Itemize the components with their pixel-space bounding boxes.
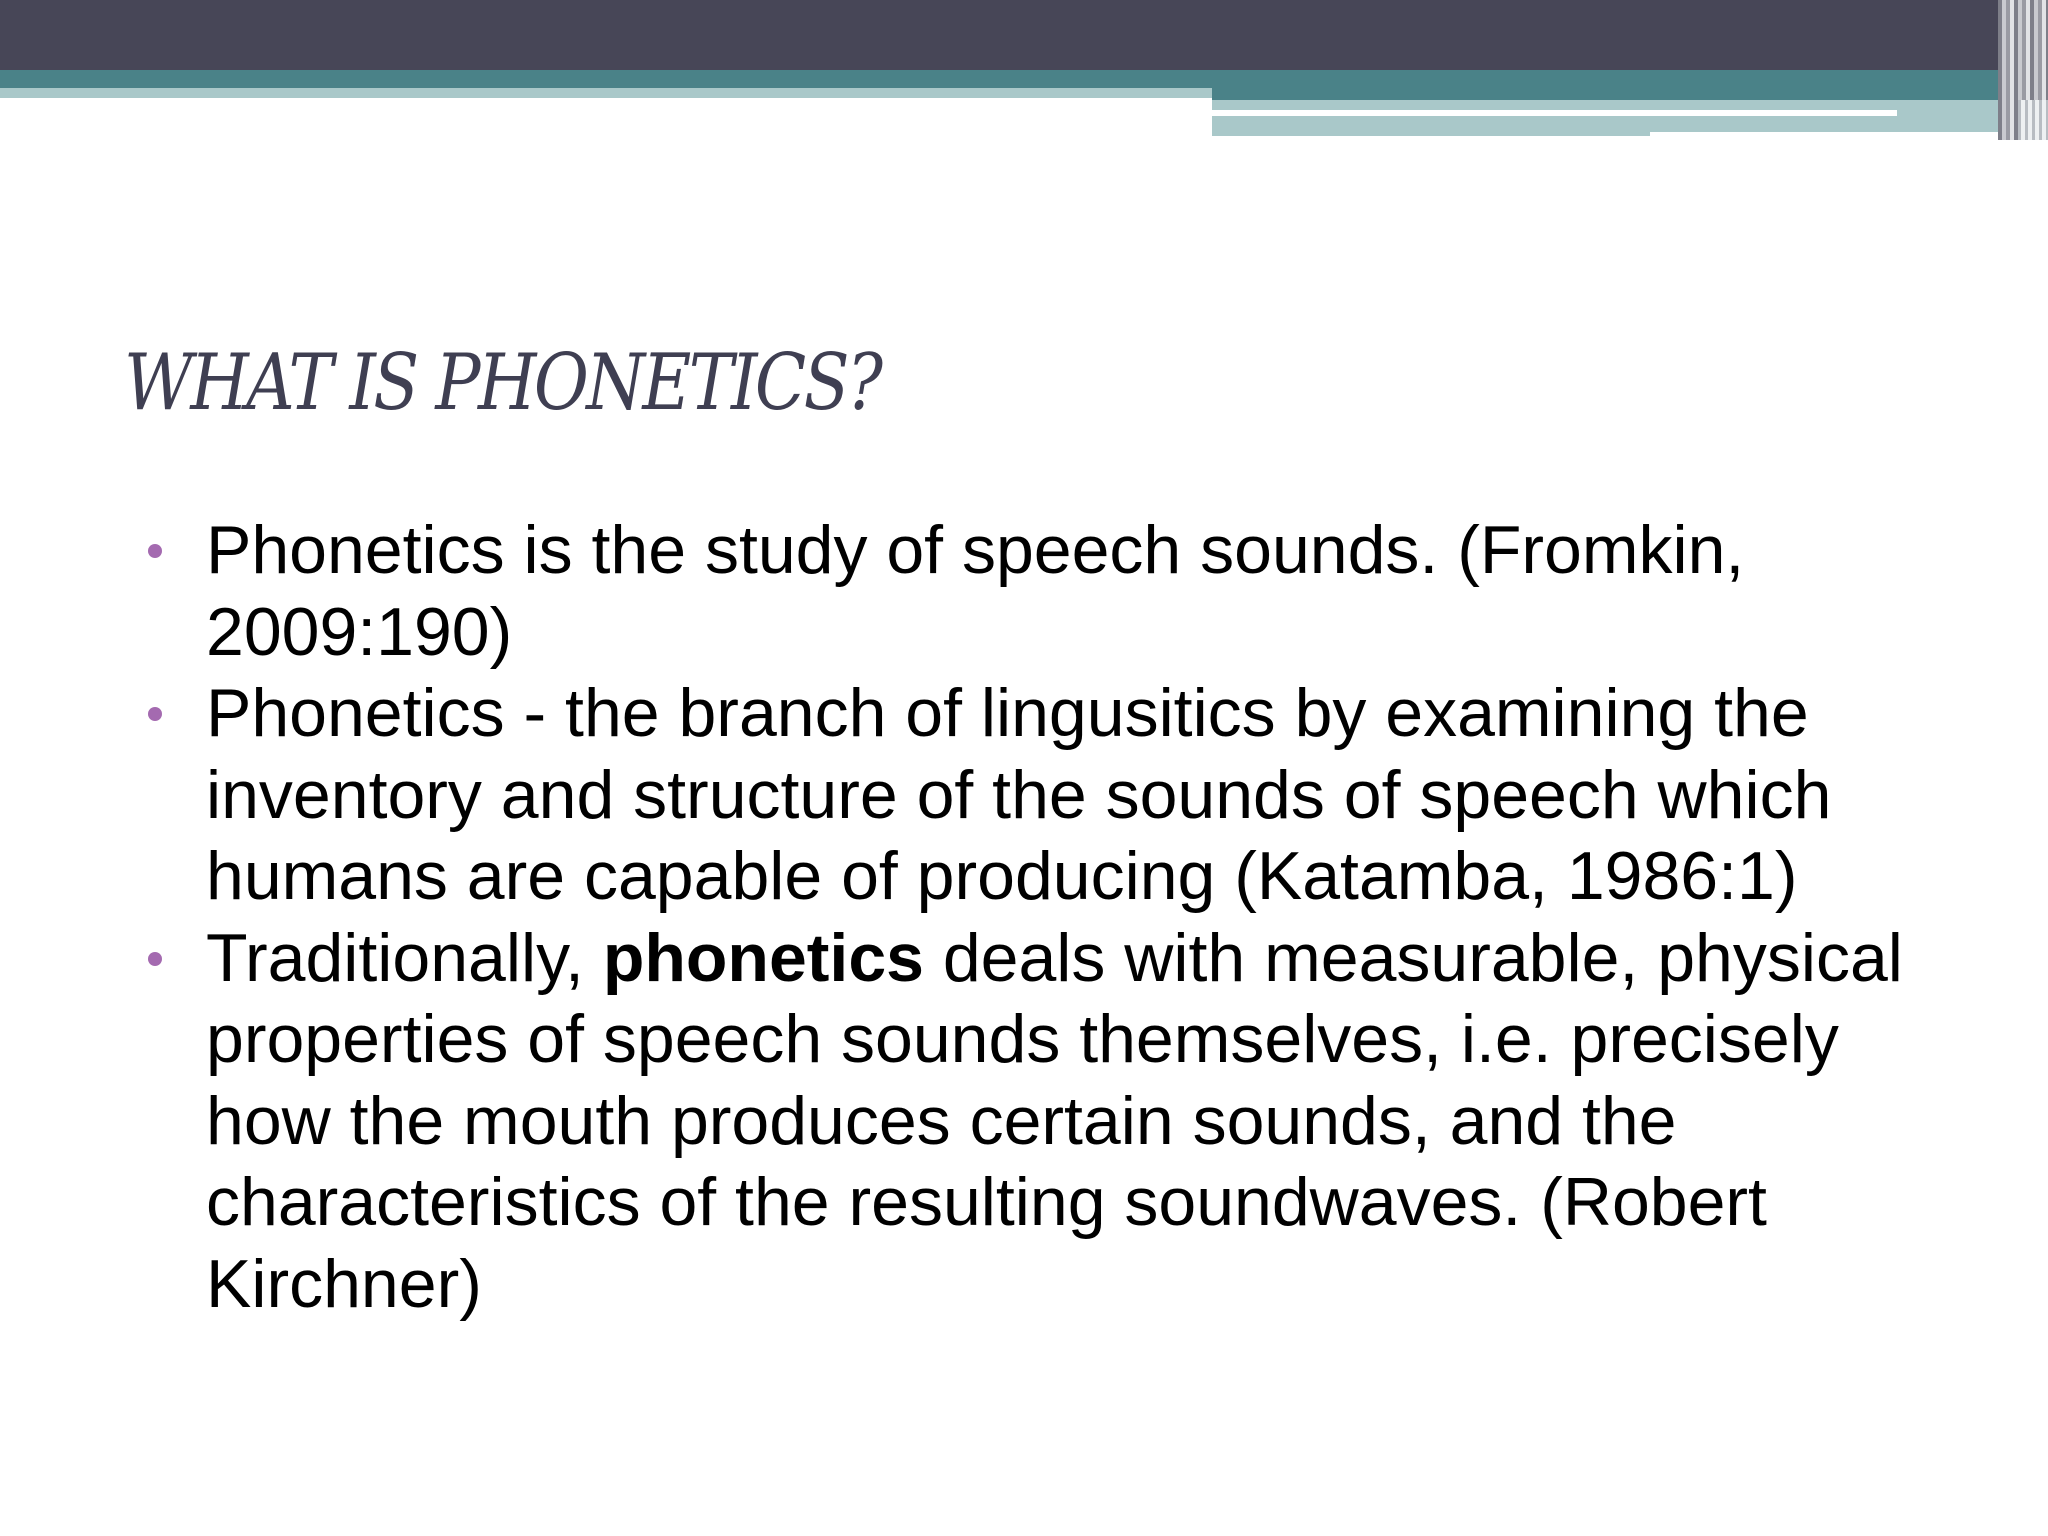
bullet-text: [206, 920, 1903, 1322]
header-banner-line-short: [1650, 132, 2002, 138]
bullet-text: Phonetics - the branch of lingusitics by examining the inventory and structure of the sounds of speech which humans are capable of producing (Katamba, 1986:1): [206, 675, 1832, 914]
slide-title: WHAT IS PHONETICS?: [124, 338, 881, 428]
bullet-dot-icon: [148, 544, 162, 558]
bullet-text-bold: phonetics: [602, 919, 924, 996]
bullet-list: [148, 510, 1948, 1325]
header-banner-line: [1212, 110, 1897, 116]
bullet-item: [148, 510, 1948, 673]
bullet-text-lead: Traditionally,: [206, 919, 603, 996]
header-banner-teal: [0, 70, 2000, 88]
header-banner-light-left: [0, 88, 1212, 98]
bullet-item: [148, 673, 1948, 918]
header-banner-teal-right: [1212, 88, 2002, 100]
header-banner-dark: [0, 0, 2048, 70]
header-banner-light-right: [1212, 100, 2002, 136]
bullet-text: Phonetics is the study of speech sounds. (Fromkin, 2009:190): [206, 512, 1745, 670]
bullet-dot-icon: [148, 952, 162, 966]
bullet-dot-icon: [148, 707, 162, 721]
bullet-item: [148, 918, 1948, 1326]
corner-stripes-tail: [2018, 100, 2048, 140]
bullet-text-rest: deals with measurable, physical properties of speech sounds themselves, i.e. precisely how the mouth produces certain sounds, and the characteristics of the resulting soundwaves. (Robert Kirchner): [206, 919, 1903, 1322]
